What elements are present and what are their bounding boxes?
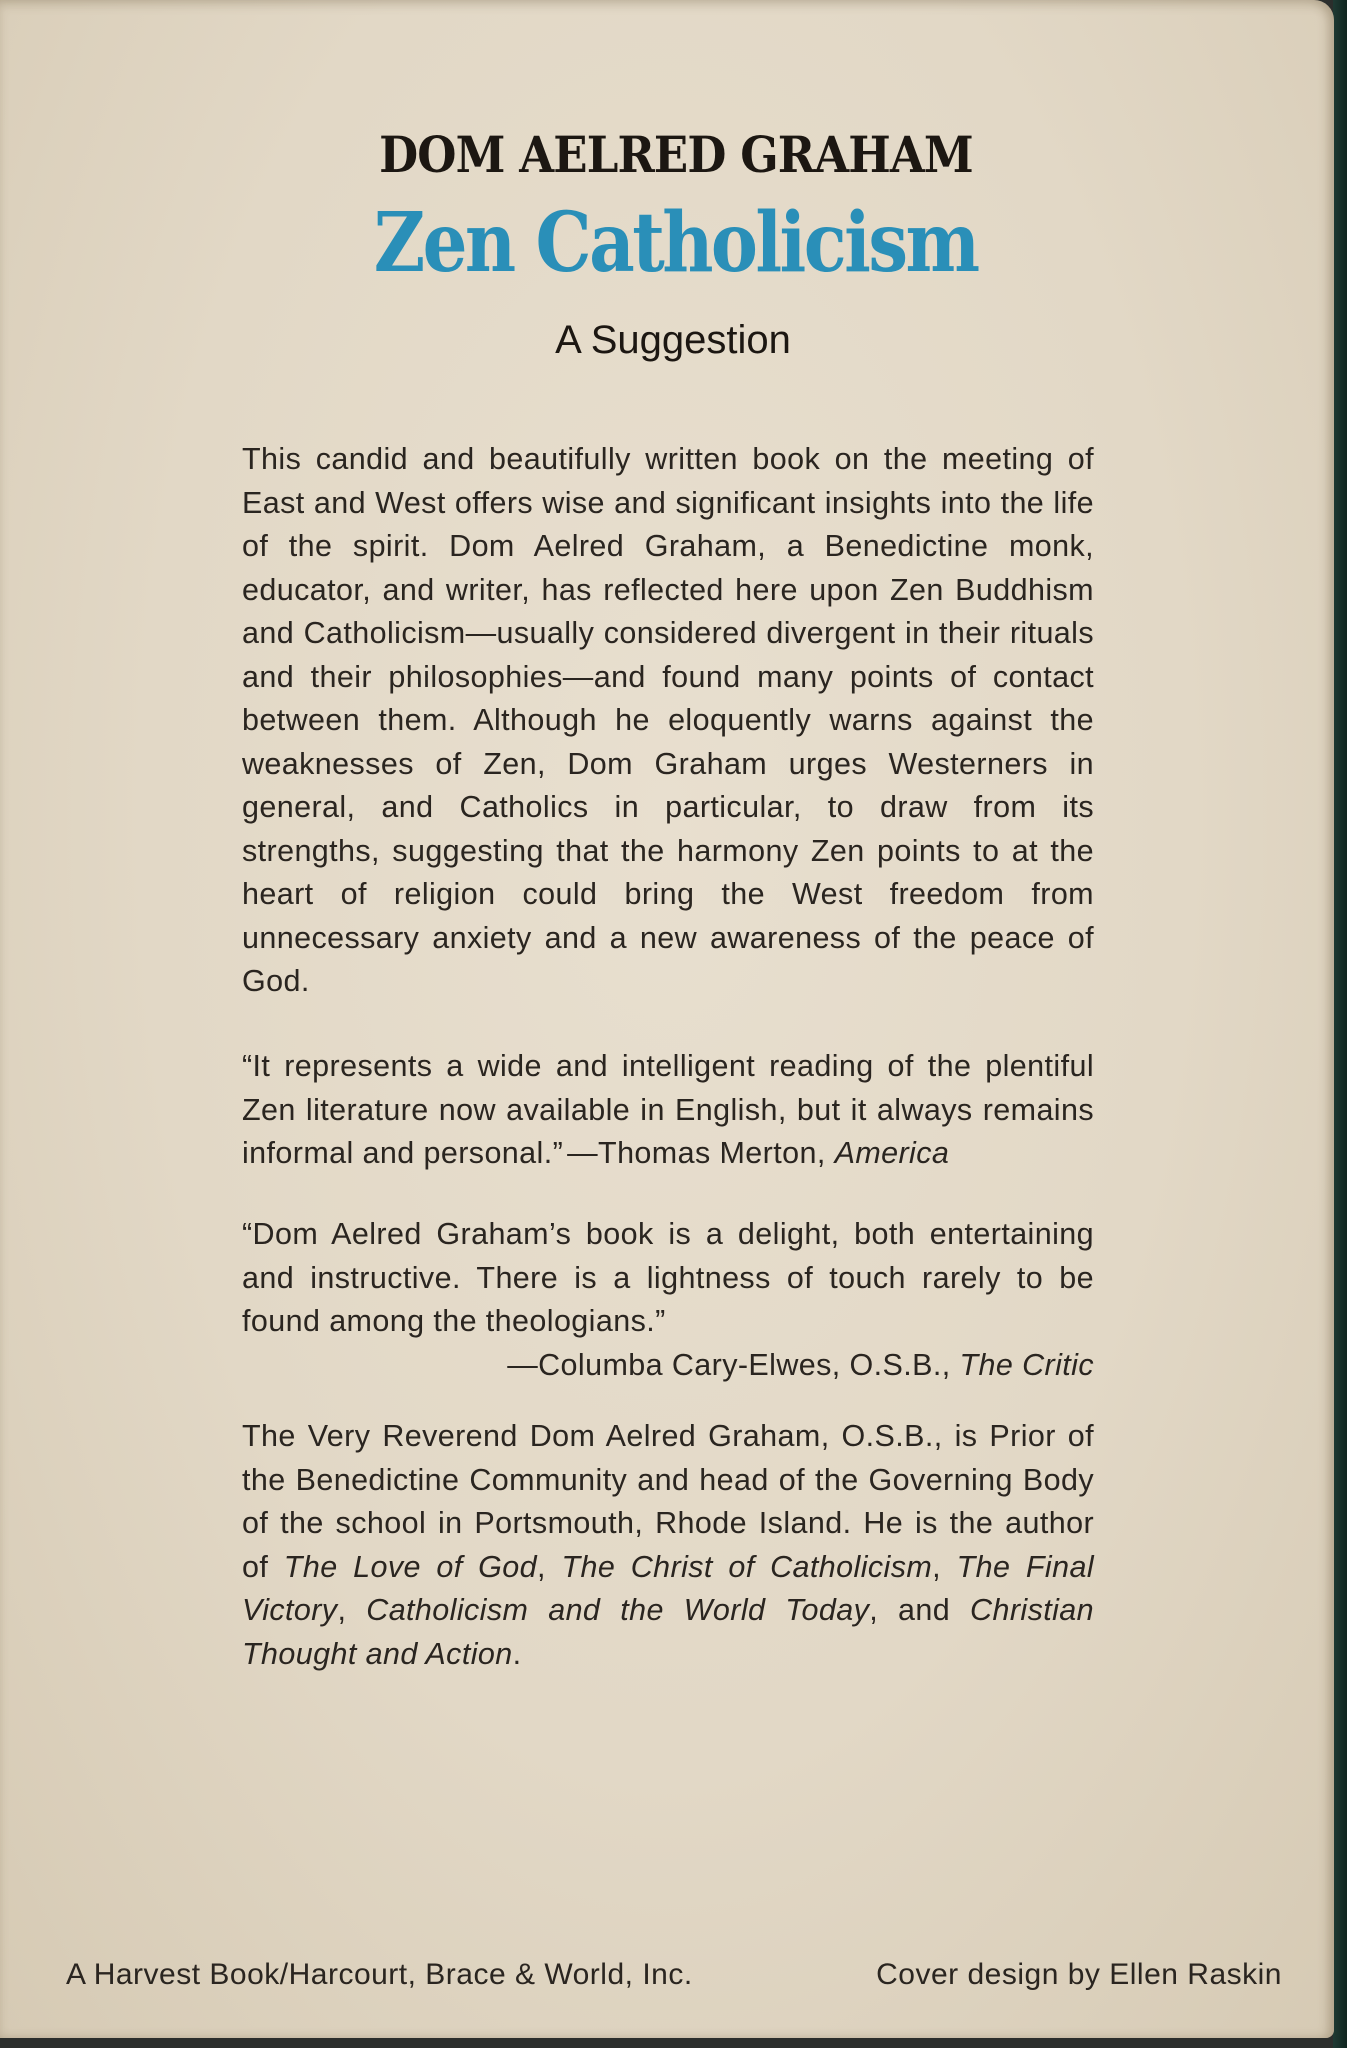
quote-attribution [567,1136,949,1170]
bio-separator: , and [869,1593,971,1627]
book-subtitle: A Suggestion [555,318,791,362]
attribution-source: America [834,1136,950,1170]
book-title: Zen Catholicism [373,195,978,291]
cover-design-credit: Cover design by Ellen Raskin [876,1958,1282,1991]
quote-attribution [242,1344,1094,1388]
quote-text: “It represents a wide and intelligent reading of the plentiful Zen literature now available in English, but it always remains informal and personal.” [242,1049,1094,1170]
attribution-name: —Thomas Merton, [567,1136,835,1170]
attribution-name: —Columba Cary-Elwes, O.S.B., [507,1347,960,1382]
bio-separator: , [537,1549,562,1584]
publisher-line: A Harvest Book/Harcourt, Brace & World, Inc. [66,1958,693,1991]
bio-separator: , [337,1593,367,1627]
quote-text: “Dom Aelred Graham’s book is a delight, both entertaining and instructive. There is a lightness of touch rarely to be found among the theologians.” [242,1217,1094,1338]
review-quote-merton [242,1045,1094,1176]
bio-book-title: Christian Thought and Action [242,1593,1094,1671]
bio-end: . [512,1636,522,1671]
shelf-edge [1333,0,1347,2048]
bio-book-title: The Love of God [283,1549,538,1584]
blurb-paragraph: This candid and beautifully written book on the meeting of East and West offers wise and significant insights into the life of the spirit. Dom Aelred Graham, a Benedictine monk, educator, and writer, has reflected here upon Zen Buddhism and Catholicism—usually considered divergent in their rituals and their philosophies—and found many points of contact between them. Although he eloquently warns against the weaknesses of Zen, Dom Graham urges Westerners in general, and Catholics in particular, to draw from its strengths, suggesting that the harmony Zen points to at the heart of religion could bring the West freedom from unnecessary anxiety and a new awareness of the peace of God. [242,442,1094,998]
author-name: DOM AELRED GRAHAM [379,125,973,184]
bio-book-title: The Final Victory [242,1549,1094,1627]
bio-intro: The Very Reverend Dom Aelred Graham, O.S.B., is Prior of the Benedictine Community and head of the Governing Body of the school in Portsmouth, Rhode Island. He is the author of [242,1419,1094,1584]
attribution-source: The Critic [959,1347,1094,1382]
bio-book-title: The Christ of Catholicism [561,1549,933,1584]
bio-separator: , [932,1549,957,1584]
author-bio [242,1415,1094,1676]
title-block [0,125,1334,363]
bio-book-title: Catholicism and the World Today [366,1593,870,1627]
review-quote-cary-elwes [242,1213,1094,1387]
